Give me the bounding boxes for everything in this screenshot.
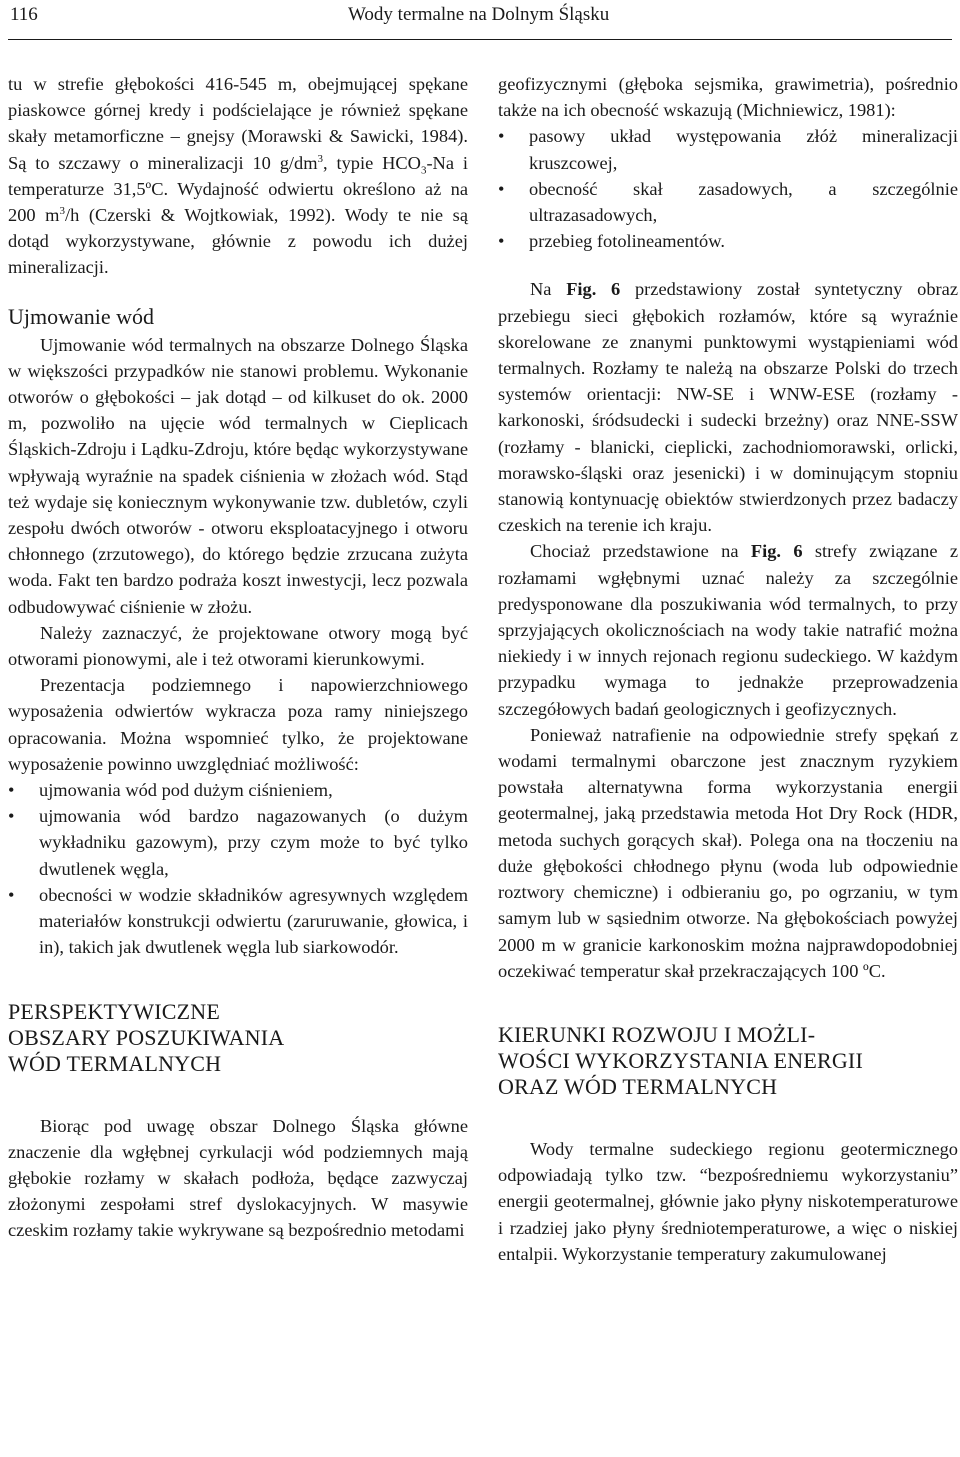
- section-heading-prospective-areas: PERSPEKTYWICZNE OBSZARY POSZUKIWANIA WÓD TERMALNYCH: [8, 998, 285, 1076]
- left-column: [8, 71, 468, 1244]
- list-item: • ujmowania wód bardzo nagazowanych (o dużym wykładniku gazowym), przy czym może to być tylko dwutlenek węgla,: [8, 803, 468, 882]
- right-column: [498, 71, 958, 1267]
- bullet-icon: •: [8, 780, 15, 801]
- paragraph-deep-faults: Biorąc pod uwagę obszar Dolnego Śląska główne znaczenie dla wgłębnej cyrkulacji wód podziemnych mają głębokie rozłamy w skałach podłoża, będące zazwyczaj złożonymi zespołami stref dyslokacyjnych. W masywie czeskim rozłamy takie wykrywane są bezpośrednio metodami: [8, 1115, 468, 1241]
- section-heading-development-directions: KIERUNKI ROZWOJU I MOŻLI- WOŚCI WYKORZYSTANIA ENERGII ORAZ WÓD TERMALNYCH: [498, 1021, 863, 1099]
- bullet-icon: •: [498, 178, 505, 199]
- figure-reference: Fig. 6: [750, 541, 803, 562]
- paragraph-fault-zones: Chociaż przedstawione na Fig. 6 strefy związane z rozłamami wgłębnymi uznać należy za szczególnie predysponowane dla poszukiwania wód termalnych, to przy sprzyjających okolicznościach na wody takie natrafić można niekiedy i w innych rejonach regionu sudeckiego. W każdym przypadku wymaga to jednakże przeprowadzenia szczegółowych badań geologicznych i geofizycznych.: [498, 541, 959, 719]
- page-number: 116: [10, 4, 38, 25]
- bullet-icon: •: [8, 884, 15, 905]
- paragraph-boreholes-direction: Należy zaznaczyć, że projektowane otwory mogą być otworami pionowymi, ale i też otworami kierunkowymi.: [8, 622, 468, 670]
- paragraph-direct-use: Wody termalne sudeckiego regionu geotermicznego odpowiadają tylko tzw. “bezpośredniemu wykorzystaniu” energii geotermalnej, głównie jako płyny niskotemperaturowe i rzadziej jako płyny średniotemperaturowe, a więc o niskiej entalpii. Wykorzystanie temperatury zakumulowanej: [498, 1138, 958, 1264]
- header-rule: [8, 39, 952, 40]
- list-item: • pasowy układ występowania złóż mineralizacji kruszcowej,: [498, 123, 958, 175]
- paragraph-hdr-method: Ponieważ natrafienie na odpowiednie strefy spękań z wodami termalnymi obarczone jest znacznym ryzykiem powstała alternatywna forma wykorzystania energii geotermalnej, jaką przedstawia metoda Hot Dry Rock (HDR, metoda suchych gorących skał). Polega ona na tłoczeniu na duże głębokości chłodnego płynu (woda lub odpowiednie roztwory chemiczne) i odbieraniu go, po ogrzaniu, w tym samym lub w sąsiednim otworze. Na głębokościach powyżej 2000 m w granicie karkonoskim można najprawdopodobniej oczekiwać temperatur skał przekraczających 100 ºC.: [498, 724, 958, 981]
- list-item: • przebieg fotolineamentów.: [498, 228, 958, 254]
- running-title: Wody termalne na Dolnym Śląsku: [348, 4, 610, 25]
- paragraph-equipment: Prezentacja podziemnego i napowierzchniowego wyposażenia odwiertów wykracza poza ramy niniejszego opracowania. Można wspomnieć tylko, że projektowane wyposażenie powinno uwzględniać możliwość:: [8, 675, 468, 774]
- bullet-icon: •: [8, 806, 15, 827]
- bullet-icon: •: [498, 231, 505, 252]
- figure-reference: Fig. 6: [566, 279, 621, 300]
- paragraph-geophysics: geofizycznymi (głęboka sejsmika, grawimetria), pośrednio także na ich obecność wskazują (Michniewicz, 1981):: [498, 74, 958, 121]
- paragraph-borehole-description: tu w strefie głębokości 416-545 m, obejmującej spękane piaskowce górnej kredy i podścielające je również spękane skały metamorficzne – gnejsy (Morawski & Sawicki, 1984). Są to szczawy o mineralizacji 10 $g/dm^3$, typie $HCO_3-Na$ i temperaturze 31,5ºC. Wydajność odwiertu określono aż na 200 $m^3/h$ (Czerski & Wojtkowiak, 1992). Wody te nie są dotąd wykorzystywane, głównie z powodu ich dużej mineralizacji.: [8, 74, 468, 278]
- fault-indicators-list: [498, 123, 958, 254]
- list-item: • obecność skał zasadowych, a szczególnie ultrazasadowych,: [498, 176, 958, 228]
- equipment-requirements-list: [8, 777, 468, 960]
- bullet-icon: •: [498, 126, 505, 147]
- page-header: [0, 0, 960, 40]
- list-item: • obecności w wodzie składników agresywnych względem materiałów konstrukcji odwiertu (zaruruwanie, głowica, i in), takich jak dwutlenek węgla lub siarkowodór.: [8, 882, 468, 961]
- paragraph-fault-network: Na Fig. 6 przedstawiony został syntetyczny obraz przebiegu sieci głębokich rozłamów, które są wyraźnie skorelowane ze znanymi punktowymi wystąpieniami wód termalnych. Rozłamy te należą na obszarze Polski do trzech systemów orientacji: NW-SE i WNW-ESE (rozłamy - karkonoski, śródsudecki i sudecki brzeżny) oraz NNE-SSW (rozłamy - blanicki, cieplicki, zachodniomorawski, orlicki, morawsko-śląski oraz jesenicki) i w dominującym stopniu stanowią kontynuację obiektów stwierdzonych przez badaczy czeskich na terenie ich kraju.: [498, 279, 958, 536]
- paragraph-intake: Ujmowanie wód termalnych na obszarze Dolnego Śląska w większości przypadków nie stanowi problemu. Wykonanie otworów o głębokości – jak dotąd – od kilkuset do ok. 2000 m, pozwoliło na ujęcie wód termalnych w Cieplicach Śląskich-Zdroju i Lądku-Zdroju, które będąc wykorzystywane wpływają wyraźnie na spadek ciśnienia w złożach wód. Stąd też wydaje się koniecznym wykonywanie tzw. dubletów, czyli zespołu dwóch otworów - otworu eksploatacyjnego i otworu chłonnego (zrzutowego), do którego będzie zrzucana zużyta woda. Fakt ten bardzo podraża koszt inwestycji, lecz pozwala odbudowywać ciśnienie w złożu.: [8, 334, 468, 617]
- subsection-heading-intake: Ujmowanie wód: [8, 303, 155, 329]
- list-item: • ujmowania wód pod dużym ciśnieniem,: [8, 777, 468, 803]
